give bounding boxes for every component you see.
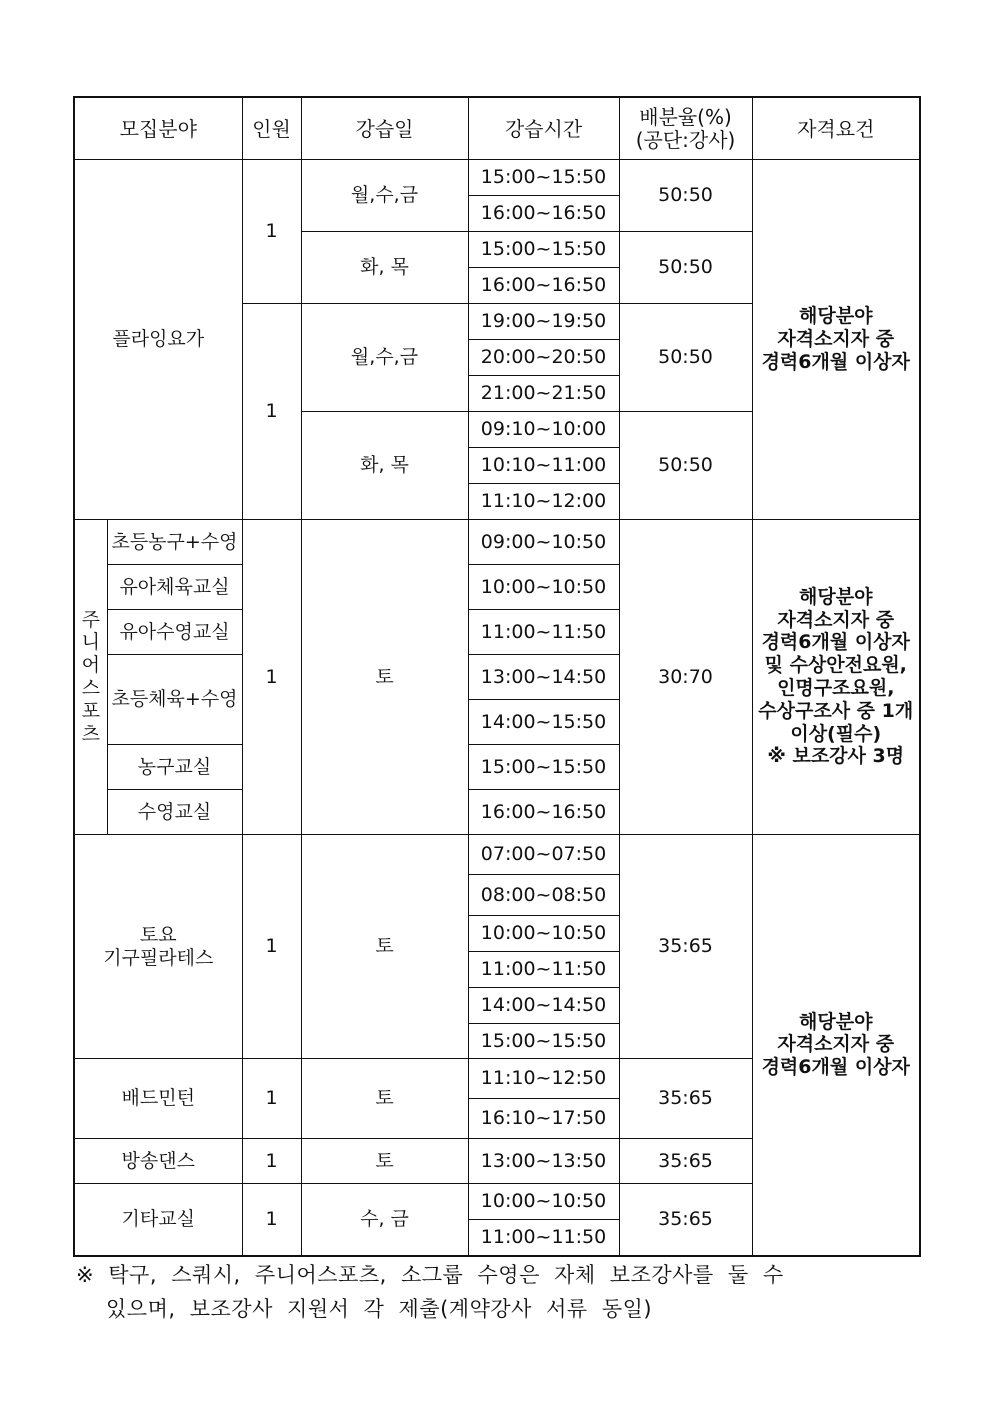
yoga-g1-rate: 50:50 [619,160,752,232]
req-line: 경력6개월 이상자 [761,1056,910,1079]
guitar-rate: 35:65 [619,1184,752,1256]
junior-char: 어 [81,654,100,677]
time-cell: 16:10~17:50 [468,1099,619,1139]
badminton-count: 1 [242,1059,301,1139]
yoga-count-b: 1 [242,304,301,520]
yoga-field: 플라잉요가 [74,160,242,520]
junior-sub: 초등농구+수영 [107,520,242,565]
time-cell: 10:00~10:50 [468,565,619,610]
yoga-g4-rate: 50:50 [619,412,752,520]
badminton-rate: 35:65 [619,1059,752,1139]
junior-rate: 30:70 [619,520,752,835]
junior-sub: 농구교실 [107,745,242,790]
time-cell: 09:00~10:50 [468,520,619,565]
header-time: 강습시간 [468,97,619,160]
junior-sub: 유아체육교실 [107,565,242,610]
pilates-days: 토 [301,835,468,1059]
time-cell: 15:00~15:50 [468,1024,619,1059]
time-cell: 11:00~11:50 [468,610,619,655]
junior-sub: 유아수영교실 [107,610,242,655]
yoga-g1-days: 월,수,금 [301,160,468,232]
table-row [74,520,920,565]
pilates-name-line1: 토요 [139,923,177,946]
pilates-rate: 35:65 [619,835,752,1059]
dance-days: 토 [301,1139,468,1184]
time-cell: 16:00~16:50 [468,268,619,304]
time-cell: 16:00~16:50 [468,790,619,835]
req-line: 수상구조사 중 1개 [758,699,914,722]
time-cell: 13:00~13:50 [468,1139,619,1184]
req-line: 해당분야 [799,305,873,328]
header-count: 인원 [242,97,301,160]
req-line: 자격소지자 중 [777,328,895,351]
req-line: 자격소지자 중 [777,608,895,631]
junior-char: 스 [81,677,100,699]
req-line: 및 수상안전요원, [764,654,907,677]
time-cell: 11:00~11:50 [468,1220,619,1256]
pilates-count: 1 [242,835,301,1059]
schedule-table [73,96,921,1257]
guitar-field: 기타교실 [74,1184,242,1256]
junior-count: 1 [242,520,301,835]
header-row [74,97,920,160]
header-rate [619,97,752,160]
time-cell: 11:00~11:50 [468,952,619,988]
junior-char: 포 [81,699,100,722]
time-cell: 16:00~16:50 [468,196,619,232]
time-cell: 08:00~08:50 [468,875,619,916]
req-line: 경력6개월 이상자 [761,350,910,373]
pilates-name-line2: 기구필라테스 [103,946,214,969]
footnote-line2: 있으며, 보조강사 지원서 각 제출(계약강사 서류 동일) [106,1297,653,1321]
dance-rate: 35:65 [619,1139,752,1184]
req-line: 이상(필수) [790,722,882,745]
dance-count: 1 [242,1139,301,1184]
footnote [76,1258,784,1326]
junior-sub: 수영교실 [107,790,242,835]
time-cell: 13:00~14:50 [468,655,619,700]
time-cell: 19:00~19:50 [468,304,619,340]
time-cell: 15:00~15:50 [468,160,619,196]
req-line: 경력6개월 이상자 [761,631,910,654]
badminton-field: 배드민턴 [74,1059,242,1139]
time-cell: 15:00~15:50 [468,232,619,268]
time-cell: 20:00~20:50 [468,340,619,376]
req-line: 해당분야 [799,1010,873,1033]
time-cell: 10:00~10:50 [468,1184,619,1220]
yoga-g4-days: 화, 목 [301,412,468,520]
yoga-g3-days: 월,수,금 [301,304,468,412]
junior-requirement [752,520,920,835]
time-cell: 10:10~11:00 [468,448,619,484]
junior-char: 니 [81,631,100,654]
time-cell: 11:10~12:00 [468,484,619,520]
yoga-requirement [752,160,920,520]
time-cell: 07:00~07:50 [468,835,619,875]
header-requirement: 자격요건 [752,97,920,160]
time-cell: 09:10~10:00 [468,412,619,448]
footnote-line1: ※ 탁구, 스쿼시, 주니어스포츠, 소그룹 수영은 자체 보조강사를 둘 수 [76,1263,784,1287]
table-row [74,835,920,875]
junior-char: 츠 [81,722,100,745]
time-cell: 10:00~10:50 [468,916,619,952]
time-cell: 14:00~14:50 [468,988,619,1024]
yoga-g3-rate: 50:50 [619,304,752,412]
time-cell: 11:10~12:50 [468,1059,619,1099]
junior-char: 주 [81,608,100,631]
req-line: ※ 보조강사 3명 [767,745,905,768]
junior-group-label [74,520,107,835]
req-line: 인명구조요원, [777,677,895,699]
dance-field: 방송댄스 [74,1139,242,1184]
yoga-g2-rate: 50:50 [619,232,752,304]
header-days: 강습일 [301,97,468,160]
header-rate-line1: 배분율(%) [639,104,732,129]
junior-days: 토 [301,520,468,835]
badminton-days: 토 [301,1059,468,1139]
guitar-days: 수, 금 [301,1184,468,1256]
req-line: 해당분야 [799,585,873,608]
time-cell: 15:00~15:50 [468,745,619,790]
time-cell: 21:00~21:50 [468,376,619,412]
bottom-requirement [752,835,920,1256]
table-row [74,160,920,196]
yoga-count-a: 1 [242,160,301,304]
yoga-g2-days: 화, 목 [301,232,468,304]
req-line: 자격소지자 중 [777,1033,895,1056]
junior-sub: 초등체육+수영 [107,655,242,745]
header-rate-line2: (공단:강사) [635,127,736,152]
header-field: 모집분야 [74,97,242,160]
pilates-field [74,835,242,1059]
time-cell: 14:00~15:50 [468,700,619,745]
guitar-count: 1 [242,1184,301,1256]
